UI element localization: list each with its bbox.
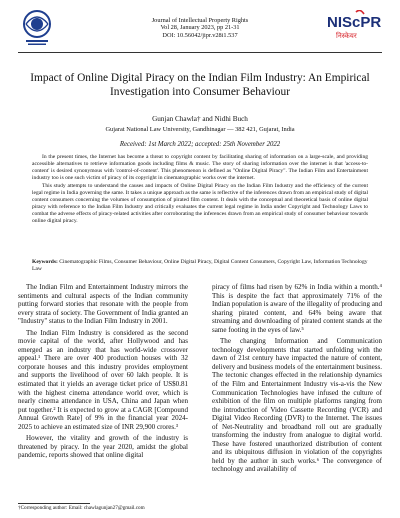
abstract-paragraph: In the present times, the Internet has become a threat to copyright content by facilitating sharing of information on a large-scale, and providing accessible alternatives to retrieve information goods including films & music. The story of sharing information over the internet is that 'access-to-content' is desired synonymous with 'control-of-content'. This phenomenon is defined as "Online Digital Piracy". The Indian Film and Entertainment industry too is one such victim of piracy of its copyright in cinematographic works over the internet. <box>32 154 368 182</box>
keywords-text: Cinematographic Films, Consumer Behaviour, Online Digital Piracy, Digital Content Consumers, Copyright Law, Information Technology Law <box>32 259 368 273</box>
niscpr-logo-icon <box>326 10 384 44</box>
article-authors: Gunjan Chawla† and Nidhi Buch <box>152 115 248 123</box>
body-paragraph: The Indian Film and Entertainment Industry mirrors the sentiments and cultural aspects of the Indian community putting forward stories that resonate with the people from every strata of society. The Government of India granted an "Industry" status to the Indian Film Industry in 2001. <box>18 283 188 326</box>
body-column-right <box>212 283 382 477</box>
keywords-label: Keywords: <box>32 259 58 265</box>
body-paragraph: piracy of films had risen by 62% in India within a month.⁴ This is despite the fact that approximately 71% of the Indian population is aware of the illegality of producing and sharing pirated content, and 64% being aware that streaming and downloading of pirated content stands at the same footing in the eyes of law.⁵ <box>212 283 382 334</box>
body-paragraph: The changing Information and Communication technology developments that started unfolding with the dawn of 21st century have impacted the nature of content, delivery and business models of the entertainment business. The tectonic changes effected in the relationship dynamics of the Film and Entertainment Industry vis-a-vis the New Communication Technologies have infused the culture of exhibition of the film on multiple platforms ranging from the introduction of Video Cassette Recording (VCR) and Digital Video Recording (DVR) to the Internet. The issues of Net-Neutrality and broadband roll out are gradually transforming the industry from analogue to digital world. These have fostered unauthorized distribution of content and its ubiquitous diffusion in violation of the copyrights held by the author in such works.⁶ The convergence of technology and availability of <box>212 337 382 474</box>
journal-header <box>100 17 300 39</box>
body-paragraph: However, the vitality and growth of the industry is threatened by piracy. In the year 2020, amidst the global pandemic, reports showed that online digital <box>18 434 188 460</box>
niscpr-logo-text: NIScPR <box>327 14 382 31</box>
csir-logo-icon <box>20 8 54 48</box>
footnote-rule <box>18 503 90 504</box>
doi-line: DOI: 10.56042/jipr.v28i1.537 <box>162 31 238 39</box>
article-dates: Received: 1st March 2022; accepted: 25th November 2022 <box>119 141 281 148</box>
niscpr-logo <box>326 10 384 44</box>
keywords <box>32 259 368 273</box>
article-title: Impact of Online Digital Piracy on the Indian Film Industry: An Empirical Investigation into Consumer Behaviour <box>30 72 370 98</box>
header-rule <box>18 52 382 53</box>
abstract-paragraph: This study attempts to understand the causes and impacts of Online Digital Piracy on the Indian Film Industry and the efficiency of the current legal regime in India governing the same. It takes a unique approach as the same is reflective of the inferences drawn from an empirical study of digital content consumers concerning the volumes of consumption of pirated film content. It deals with the conceptual and theoretical basis of online digital piracy with reference to the Indian Film Industry and critically evaluates the current legal regime in India under Copyright and Technology Laws to combat the adverse effects of piracy-related activities after corroborating the inferences drawn from an empirical study of consumer behaviour towards online digital piracy. <box>32 182 368 225</box>
abstract <box>32 154 368 226</box>
volume-line: Vol 28, January 2023, pp 21-31 <box>160 24 240 32</box>
journal-name: Journal of Intellectual Property Rights <box>151 17 249 24</box>
footnote: †Corresponding author: Email: chawlagunjan27@gmail.com <box>18 505 145 511</box>
body-column-left <box>18 283 188 463</box>
niscpr-logo-subtext: निस्केयर <box>336 32 357 40</box>
body-paragraph: The Indian Film Industry is considered as the second movie capital of the world, after Hollywood and has emerged as an industry that has world-wide crossover appeal.¹ There are over 400 production houses with 32 corporate houses and this industry provides employment and supports the livelihood of over 60 lakh people. It is estimated that it yields an average ticket price of US$0.81 with the highest cinema attendance world over, which is nearly cinema attendance in USA, China and Japan when put together.² It is expected to grow at a CAGR [Compound Annual Growth Rate] of 9% in the financial year 2024-2025 to achieve an estimated size of INR 29,900 crores.³ <box>18 328 188 431</box>
article-affiliation: Gujarat National Law University, Gandhinagar — 382 421, Gujarat, India <box>105 126 295 133</box>
